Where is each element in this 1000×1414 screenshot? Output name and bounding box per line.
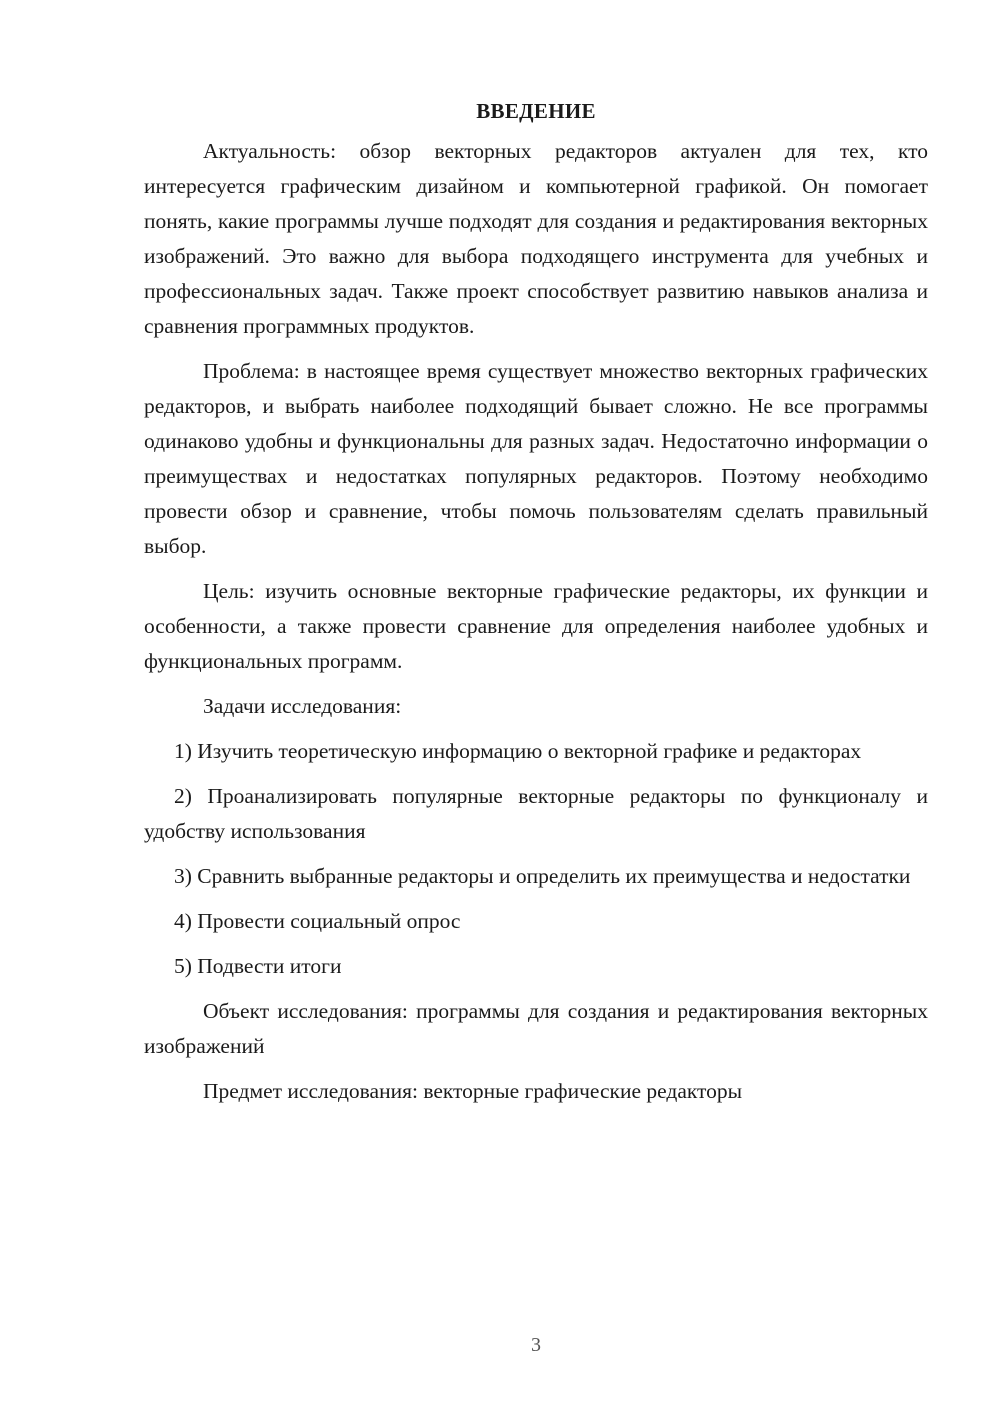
tasks-heading: Задачи исследования: — [203, 694, 402, 718]
object-paragraph: Объект исследования: программы для создания и редактирования векторных изображений — [144, 999, 928, 1058]
task-item-2: 2) Проанализировать популярные векторные редакторы по функционалу и удобству использования — [144, 784, 928, 843]
task-item-4: 4) Провести социальный опрос — [174, 909, 461, 933]
goal-paragraph: Цель: изучить основные векторные графические редакторы, их функции и особенности, а также провести сравнение для определения наиболее удобных и функциональных программ. — [144, 579, 928, 673]
subject-paragraph: Предмет исследования: векторные графические редакторы — [203, 1079, 743, 1103]
relevance-paragraph: Актуальность: обзор векторных редакторов актуален для тех, кто интересуется графическим дизайном и компьютерной графикой. Он помогает понять, какие программы лучше подходят для создания и редактирования векторных изображений. Это важно для выбора подходящего инструмента для учебных и профессиональных задач. Также проект способствует развитию навыков анализа и сравнения программных продуктов. — [144, 139, 928, 338]
task-item-3: 3) Сравнить выбранные редакторы и определить их преимущества и недостатки — [174, 864, 911, 888]
problem-paragraph: Проблема: в настоящее время существует множество векторных графических редакторов, и выбрать наиболее подходящий бывает сложно. Не все программы одинаково удобны и функциональны для разных задач. Недостаточно информации о преимуществах и недостатках популярных редакторов. Поэтому необходимо провести обзор и сравнение, чтобы помочь пользователям сделать правильный выбор. — [144, 359, 928, 558]
page-number: 3 — [531, 1334, 541, 1356]
task-item-5: 5) Подвести итоги — [174, 954, 342, 978]
page-content — [144, 94, 928, 1119]
page-title: ВВЕДЕНИЕ — [476, 99, 596, 123]
task-item-1: 1) Изучить теоретическую информацию о векторной графике и редакторах — [174, 739, 862, 763]
